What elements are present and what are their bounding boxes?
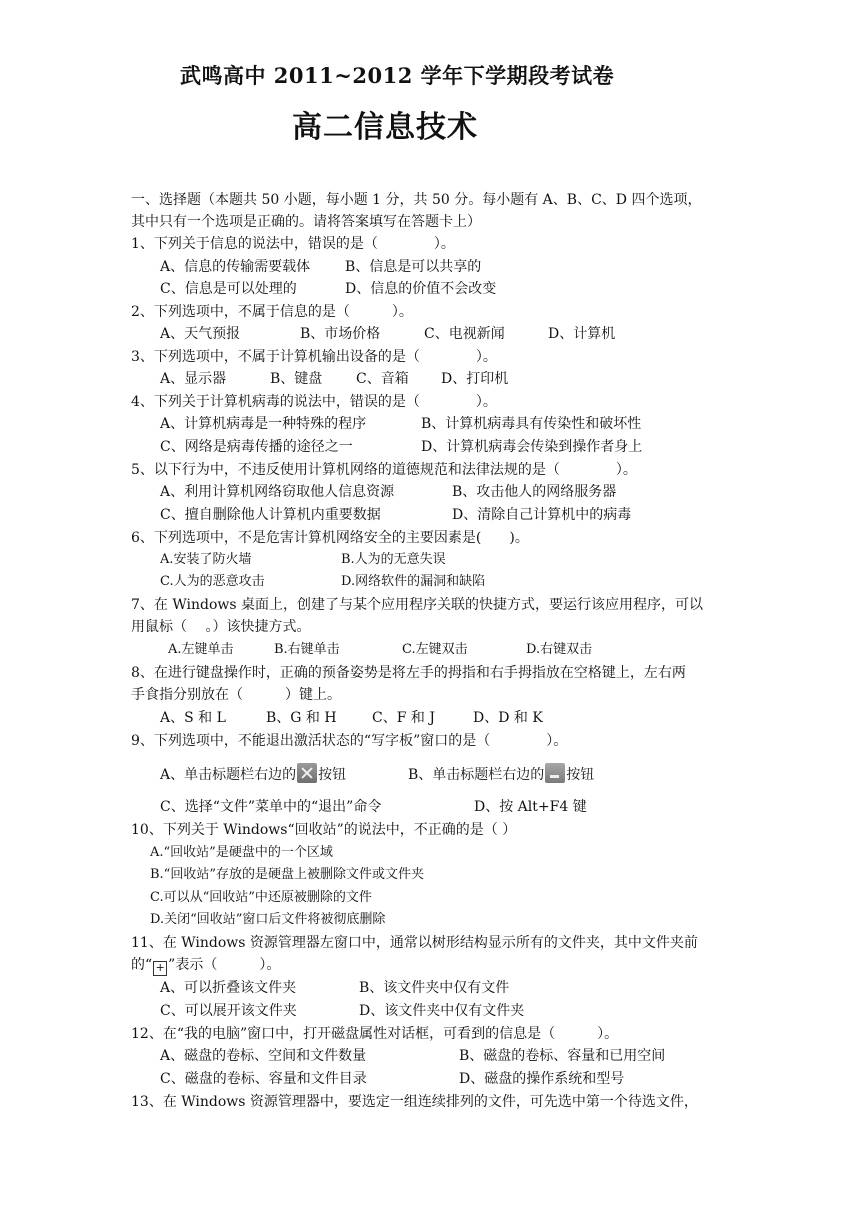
question-stem: 3、下列选项中，不属于计算机输出设备的是（ ）。 xyxy=(131,349,497,365)
option: D、计算机病毒会传染到操作者身上 xyxy=(421,439,643,455)
question-stem: 7、在 Windows 桌面上，创建了与某个应用程序关联的快捷方式，要运行该应用程序，可以 xyxy=(131,597,704,613)
section-intro: 其中只有一个选项是正确的。请将答案填写在答题卡上） xyxy=(131,214,481,230)
option: C、网络是病毒传播的途径之一 xyxy=(160,439,353,455)
question-stem: 6、下列选项中，不是危害计算机网络安全的主要因素是( )。 xyxy=(131,530,529,546)
close-icon xyxy=(297,763,317,783)
option: C、擅自删除他人计算机内重要数据 xyxy=(160,507,381,523)
option: A、计算机病毒是一种特殊的程序 xyxy=(160,416,367,432)
question-stem: 1、下列关于信息的说法中，错误的是（ ）。 xyxy=(131,236,455,252)
question-stem: 10、下列关于 Windows“回收站”的说法中，不正确的是（ ） xyxy=(131,822,517,838)
option: A、利用计算机网络窃取他人信息资源 xyxy=(160,484,395,500)
option: B.右键单击 xyxy=(274,642,340,657)
option: D、D 和 K xyxy=(473,710,543,726)
option: C.可以从“回收站”中还原被删除的文件 xyxy=(150,890,372,905)
option: C、电视新闻 xyxy=(424,326,505,342)
question-stem: 用鼠标（ 。）该快捷方式。 xyxy=(131,619,311,635)
question-stem: 9、下列选项中，不能退出激活状态的“写字板”窗口的是（ ）。 xyxy=(131,733,568,749)
option: A、磁盘的卷标、空间和文件数量 xyxy=(160,1048,367,1064)
question-stem: 11、在 Windows 资源管理器左窗口中，通常以树形结构显示所有的文件夹，其中文件夹前 xyxy=(131,935,698,951)
option: C.人为的恶意攻击 xyxy=(160,574,265,589)
question-stem: 13、在 Windows 资源管理器中，要选定一组连续排列的文件，可先选中第一个待选文件， xyxy=(131,1094,698,1110)
option: B、键盘 xyxy=(270,371,323,387)
option: C、信息是可以处理的 xyxy=(160,281,297,297)
option: A、可以折叠该文件夹 xyxy=(160,980,297,996)
question-stem: 5、以下行为中，不违反使用计算机网络的道德规范和法律法规的是（ ）。 xyxy=(131,462,637,478)
option: D、按 Alt+F4 键 xyxy=(474,799,587,815)
option: C、选择“文件”菜单中的“退出”命令 xyxy=(160,799,382,815)
option: D、磁盘的操作系统和型号 xyxy=(459,1071,625,1087)
option: B、单击标题栏右边的 按钮 xyxy=(408,763,594,785)
section-intro: 一、选择题（本题共 50 小题，每小题 1 分，共 50 分。每小题有 A、B、C、D 四个选项， xyxy=(131,192,702,208)
expand-plus-icon: + xyxy=(153,961,167,976)
option: B、G 和 H xyxy=(266,710,337,726)
minimize-icon xyxy=(545,763,565,783)
question-stem: 手食指分别放在（ ）键上。 xyxy=(131,687,341,703)
option: D.网络软件的漏洞和缺陷 xyxy=(341,574,486,589)
option: B.“回收站”存放的是硬盘上被删除文件或文件夹 xyxy=(150,867,424,882)
option: D.右键双击 xyxy=(526,642,593,657)
option: A、显示器 xyxy=(160,371,227,387)
option: A、S 和 L xyxy=(160,710,226,726)
option: D.关闭“回收站”窗口后文件将被彻底删除 xyxy=(150,912,386,927)
question-stem: 的“ + ”表示（ ）。 xyxy=(131,957,281,974)
option: D、该文件夹中仅有文件夹 xyxy=(359,1003,525,1019)
option: C、磁盘的卷标、容量和文件目录 xyxy=(160,1071,367,1087)
option: A、信息的传输需要载体 xyxy=(160,259,311,275)
option: B、该文件夹中仅有文件 xyxy=(359,980,510,996)
option: A.安装了防火墙 xyxy=(160,552,252,567)
option: D、信息的价值不会改变 xyxy=(345,281,497,297)
option: B、攻击他人的网络服务器 xyxy=(452,484,617,500)
option: B、计算机病毒具有传染性和破坏性 xyxy=(421,416,642,432)
option: B、磁盘的卷标、容量和已用空间 xyxy=(459,1048,666,1064)
option: C、可以展开该文件夹 xyxy=(160,1003,297,1019)
option: A.左键单击 xyxy=(168,642,234,657)
question-stem: 12、在“我的电脑”窗口中，打开磁盘属性对话框，可看到的信息是（ ）。 xyxy=(131,1026,619,1042)
option: B.人为的无意失误 xyxy=(341,552,446,567)
question-stem: 2、下列选项中，不属于信息的是（ ）。 xyxy=(131,304,413,320)
option: C、音箱 xyxy=(356,371,409,387)
option: A、天气预报 xyxy=(160,326,241,342)
exam-title: 武鸣高中 2011~2012 学年下学期段考试卷 xyxy=(180,63,615,88)
option: A、单击标题栏右边的 按钮 xyxy=(160,763,346,785)
option: D、计算机 xyxy=(548,326,616,342)
option: C、F 和 J xyxy=(372,710,435,726)
question-stem: 8、在进行键盘操作时，正确的预备姿势是将左手的拇指和右手拇指放在空格键上，左右两 xyxy=(131,665,686,681)
option: B、信息是可以共享的 xyxy=(345,259,482,275)
question-stem: 4、下列关于计算机病毒的说法中，错误的是（ ）。 xyxy=(131,394,497,410)
option: D、清除自己计算机中的病毒 xyxy=(452,507,632,523)
option: B、市场价格 xyxy=(300,326,381,342)
option: A.“回收站”是硬盘中的一个区域 xyxy=(150,845,333,860)
option: C.左键双击 xyxy=(402,642,468,657)
subject-title: 高二信息技术 xyxy=(292,110,478,145)
option: D、打印机 xyxy=(441,371,509,387)
